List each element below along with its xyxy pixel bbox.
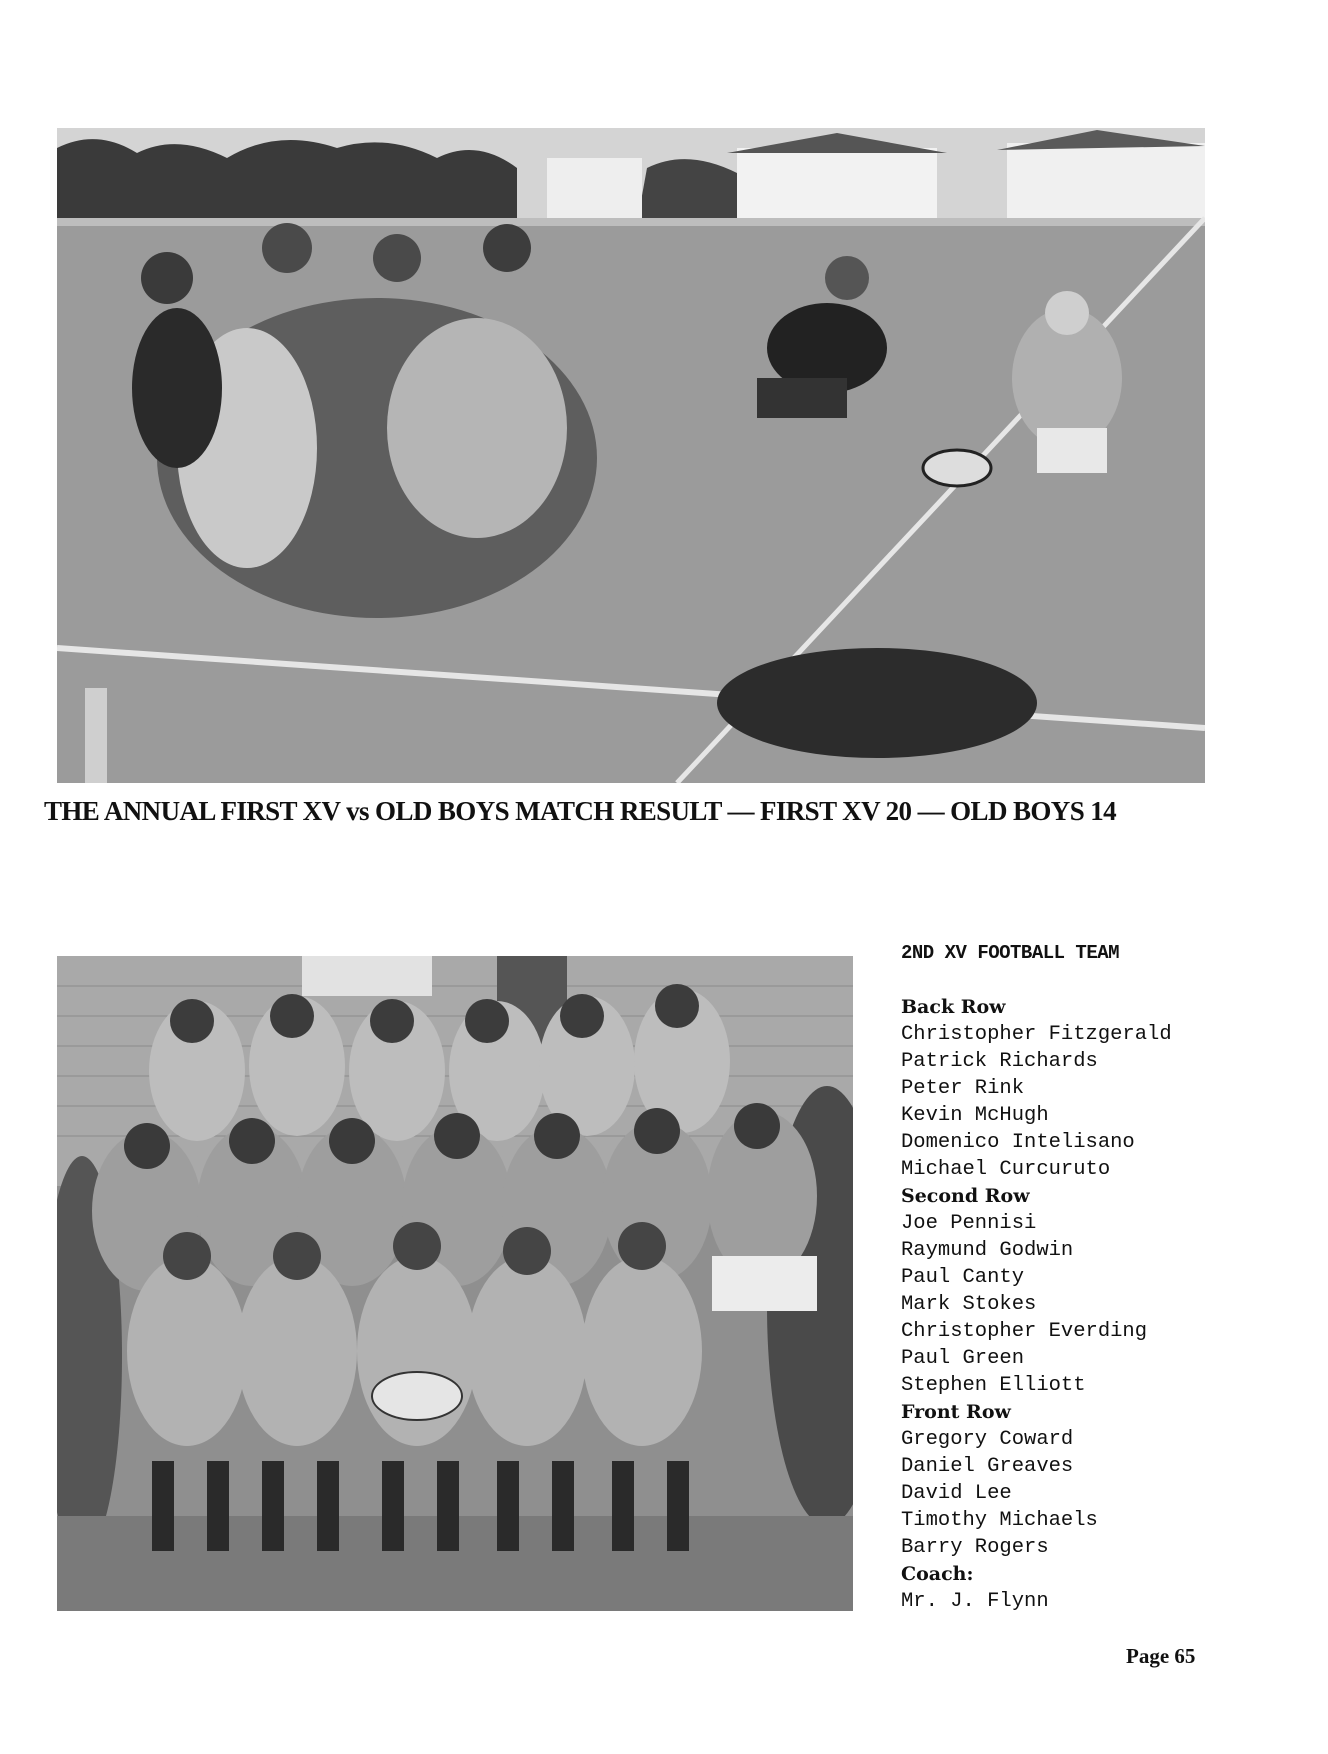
second-row-heading: Second Row [901,1185,1030,1207]
player-name: Michael Curcuruto [901,1158,1111,1181]
player-name: Barry Rogers [901,1536,1049,1559]
front-row-heading: Front Row [901,1401,1011,1423]
coach-heading: Coach: [901,1563,974,1585]
player-name: Peter Rink [901,1077,1025,1100]
team-title: 2ND XV FOOTBALL TEAM [901,942,1120,964]
player-name: Joe Pennisi [901,1212,1037,1235]
player-name: Kevin McHugh [901,1104,1049,1127]
player-name: Patrick Richards [901,1050,1098,1073]
team-photo [57,956,853,1611]
coach-name: Mr. J. Flynn [901,1590,1049,1613]
player-name: David Lee [901,1482,1012,1505]
player-name: Christopher Fitzgerald [901,1023,1172,1046]
match-result-caption: THE ANNUAL FIRST XV vs OLD BOYS MATCH RESULT — FIRST XV 20 — OLD BOYS 14 [44,796,1117,826]
player-name: Domenico Intelisano [901,1131,1135,1154]
player-name: Christopher Everding [901,1320,1148,1343]
page-number: Page 65 [1126,1644,1196,1668]
back-row-heading: Back Row [901,996,1006,1018]
player-name: Paul Green [901,1347,1025,1370]
player-name: Gregory Coward [901,1428,1074,1451]
team-roster [901,940,1231,1615]
player-name: Mark Stokes [901,1293,1037,1316]
player-name: Stephen Elliott [901,1374,1086,1397]
match-photo [57,128,1205,783]
player-name: Timothy Michaels [901,1509,1098,1532]
player-name: Paul Canty [901,1266,1025,1289]
player-name: Raymund Godwin [901,1239,1074,1262]
player-name: Daniel Greaves [901,1455,1074,1478]
